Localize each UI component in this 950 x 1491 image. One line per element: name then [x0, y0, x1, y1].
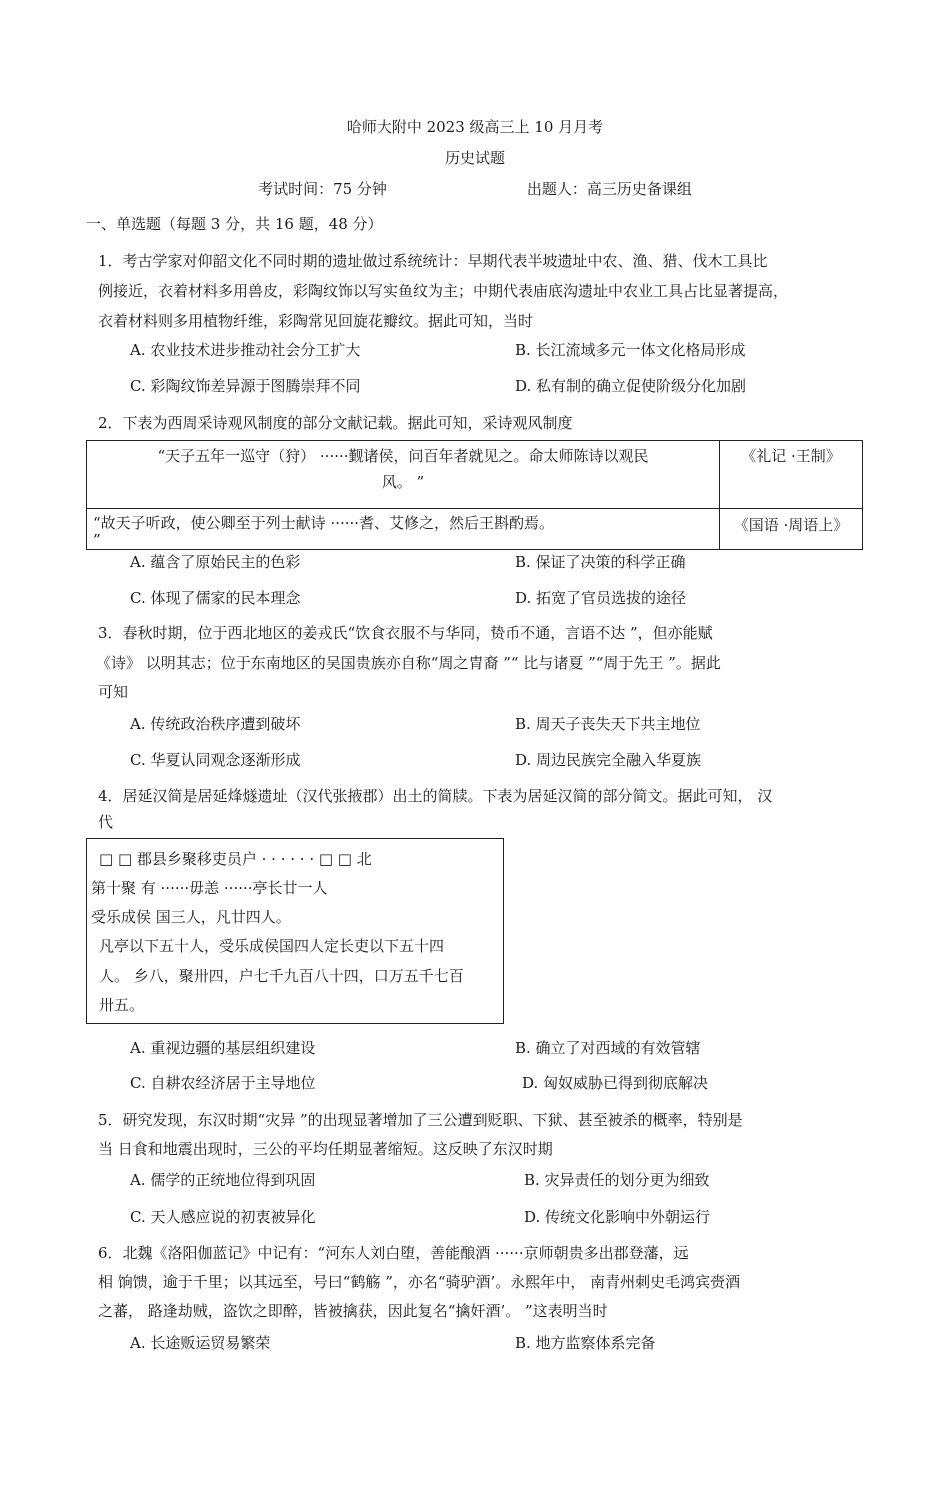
q4-box-line-3: 受乐成侯 国三人，凡廿四人。 [91, 908, 291, 926]
q4-option-c: C. 自耕农经济居于主导地位 [130, 1074, 316, 1092]
q2-source-2: 《国语 ·周语上》 [720, 509, 863, 550]
q5-option-a: A. 儒学的正统地位得到巩固 [130, 1171, 316, 1189]
q2-quote-cell [87, 441, 720, 509]
q6-line-2: 相 饷馈，逾于千里；以其远至，号曰“鹤觞 ”，亦名“骑驴酒’。永熙年中， 南青州刺史毛鸿宾赍酒 [98, 1273, 741, 1291]
q6-line-1: 6．北魏《洛阳伽蓝记》中记有：“河东人刘白堕，善能酿酒 ······京师朝贵多出郡登藩，远 [98, 1244, 689, 1262]
q4-option-d: D. 匈奴威胁已得到彻底解决 [522, 1074, 709, 1092]
q1-option-b: B. 长江流域多元一体文化格局形成 [515, 341, 746, 359]
q4-text-box [86, 838, 504, 1024]
q4-box-line-4: 凡亭以下五十人，受乐成侯国四人定长吏以下五十四 [99, 937, 445, 955]
q4-box-line-5: 人。 乡八，聚卅四，户七千九百八十四，口万五千七百 [99, 967, 464, 985]
q3-line-2: 《诗》 以明其志；位于东南地区的吴国贵族亦自称“周之胄裔 ”“ 比与诸夏 ”“周于先王 ”。据此 [96, 654, 721, 672]
q2-option-a: A. 蕴含了原始民主的色彩 [130, 553, 301, 571]
q4-line-2: 代 [98, 813, 114, 831]
q2-option-b: B. 保证了决策的科学正确 [515, 553, 686, 571]
q4-option-b: B. 确立了对西域的有效管辖 [515, 1039, 701, 1057]
exam-author: 出题人：高三历史备课组 [526, 180, 692, 198]
q4-box-line-2: 第十聚 有 ······毋恙 ······亭长廿一人 [91, 879, 328, 897]
q1-option-d: D. 私有制的确立促使阶级分化加剧 [515, 377, 747, 395]
q2-quote-2: “故天子听政，使公卿至于列士献诗 ······耆、艾修之，然后王斟酌焉。 [93, 514, 555, 532]
q4-line-1: 4．居延汉简是居延烽燧遗址（汉代张掖郡）出土的简牍。下表为居延汉简的部分简文。据此可知， 汉 [98, 787, 773, 805]
q2-table [86, 440, 863, 550]
exam-meta [0, 178, 950, 199]
q2-stem: 2．下表为西周采诗观风制度的部分文献记载。据此可知，采诗观风制度 [98, 414, 573, 432]
q5-option-b: B. 灾异责任的划分更为细致 [524, 1171, 710, 1189]
q2-table-row [87, 509, 863, 550]
q2-quote-1: “天子五年一巡守（狩） ······觐诸侯，问百年者就见之。命太师陈诗以观民 [157, 447, 649, 465]
q3-line-3: 可知 [98, 683, 129, 701]
q2-source-1: 《礼记 ·王制》 [720, 441, 863, 509]
q6-line-3: 之蕃， 路逢劫贼，盗饮之即醉，皆被擒获，因此复名“擒奸酒’。 ”这表明当时 [98, 1302, 608, 1320]
q3-option-c: C. 华夏认同观念逐渐形成 [130, 751, 301, 769]
q4-option-a: A. 重视边疆的基层组织建设 [130, 1039, 316, 1057]
q2-quote-1-end: 风。 ” [381, 473, 425, 491]
q2-table-row [87, 441, 863, 509]
q3-option-a: A. 传统政治秩序遭到破坏 [130, 715, 301, 733]
q1-line-2: 例接近，衣着材料多用兽皮，彩陶纹饰以写实鱼纹为主；中期代表庙底沟遗址中农业工具占比显著提高， [98, 282, 789, 300]
q6-option-b: B. 地方监察体系完备 [515, 1334, 656, 1352]
q1-option-c: C. 彩陶纹饰差异源于图腾崇拜不同 [130, 377, 361, 395]
q3-option-b: B. 周天子丧失天下共主地位 [515, 715, 701, 733]
q4-box-line-6: 卅五。 [99, 996, 145, 1014]
section-heading: 一、单选题（每题 3 分，共 16 题，48 分） [86, 215, 383, 233]
q1-line-1: 1．考古学家对仰韶文化不同时期的遗址做过系统统计：早期代表半坡遗址中农、渔、猎、伐木工具比 [98, 252, 768, 270]
exam-subject: 历史试题 [444, 149, 505, 167]
q1-line-3: 衣着材料则多用植物纤维，彩陶常见回旋花瓣纹。据此可知，当时 [98, 312, 534, 330]
q2-option-c: C. 体现了儒家的民本理念 [130, 589, 301, 607]
q3-option-d: D. 周边民族完全融入华夏族 [515, 751, 702, 769]
q6-option-a: A. 长途贩运贸易繁荣 [130, 1334, 271, 1352]
q1-option-a: A. 农业技术进步推动社会分工扩大 [130, 341, 361, 359]
q5-option-d: D. 传统文化影响中外朝运行 [524, 1208, 711, 1226]
q5-option-c: C. 天人感应说的初衷被异化 [130, 1208, 316, 1226]
exam-title: 哈师大附中 2023 级高三上 10 月月考 [346, 118, 604, 136]
q2-option-d: D. 拓宽了官员选拔的途径 [515, 589, 687, 607]
q2-quote-2-end: ” [93, 531, 101, 549]
q2-quote-cell [87, 509, 720, 550]
q5-line-2: 当 日食和地震出现时，三公的平均任期显著缩短。这反映了东汉时期 [98, 1140, 553, 1158]
q4-box-line-1: □ □ 郡县乡聚移吏员户 · · · · · · □ □ 北 [99, 850, 372, 868]
q5-line-1: 5．研究发现，东汉时期“灾异 ”的出现显著增加了三公遭到贬职、下狱、甚至被杀的概率，特别是 [98, 1111, 743, 1129]
exam-time: 考试时间：75 分钟 [258, 180, 387, 198]
q3-line-1: 3．春秋时期，位于西北地区的姜戎氏“饮食衣服不与华同，贽币不通，言语不达 ”，但亦能赋 [98, 624, 713, 642]
